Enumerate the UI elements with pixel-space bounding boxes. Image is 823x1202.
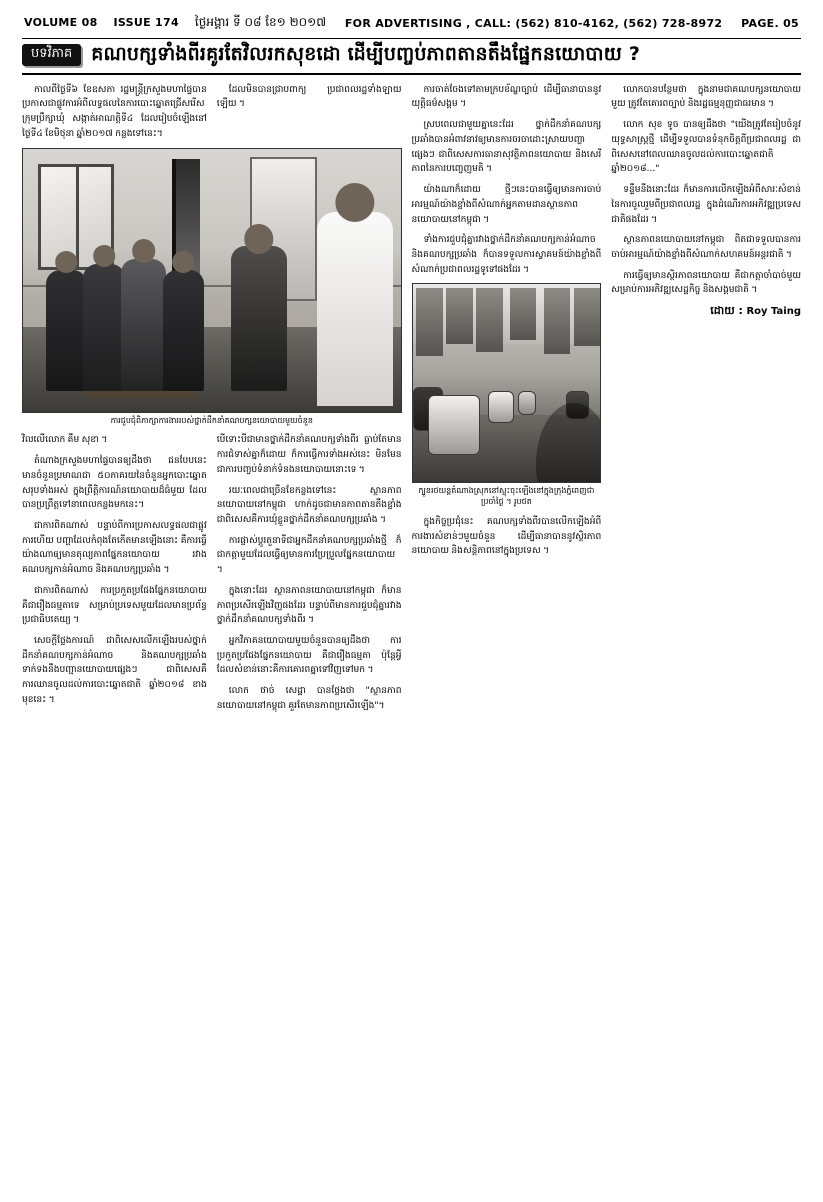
paragraph: យ៉ាងណាក៏ដោយ ថ្មីៗនេះបានធ្វើឲ្យមានការចាប់អារម្មណ៍យ៉ាងខ្លាំងពីសំណាក់អ្នកតាមដានស្ថានភាពនយោបាយនៅកម្ពុជា ។ bbox=[411, 185, 602, 225]
paragraph: ជាការពិតណាស់ បន្ទាប់ពីការប្រកាសលទ្ធផលជាផ្លូវការហើយ បញ្ហាដែលកំពុងតែកើតមានឡើងនោះ គឺការធ្វើយ៉ាងណាឲ្យមានតុល្យភាពផ្នែកនយោបាយ រវាងគណបក្សកាន់អំណាច និងគណបក្សប្រឆាំង ។ bbox=[22, 521, 207, 576]
paragraph: ជាការពិតណាស់ ការប្រកួតប្រជែងផ្នែកនយោបាយគឺជារឿងធម្មតាទេ សម្រាប់ប្រទេសមួយដែលមានប្រព័ន្ធប្រជាធិបតេយ្យ ។ bbox=[22, 585, 207, 626]
person-figure bbox=[163, 270, 205, 391]
paragraph: ទន្ទឹមនឹងនោះដែរ ក៏មានការលើកឡើងអំពីសារៈសំខាន់នៃការចូលរួមពីប្រជាពលរដ្ឋ ក្នុងដំណើរការអភិវឌ្ឍប្រទេសជាតិផងដែរ ។ bbox=[611, 185, 801, 225]
paragraph: លោកបានបន្ថែមថា ក្នុងនាមជាគណបក្សនយោបាយមួយ ត្រូវតែគោរពច្បាប់ និងរដ្ឋធម្មនុញ្ញជាធរមាន ។ bbox=[611, 84, 801, 110]
byline bbox=[611, 304, 801, 320]
column-group-left bbox=[22, 83, 402, 1173]
paragraph: សេចក្ដីថ្លែងការណ៍ ជាពិសេសលើកឡើងរបស់ថ្នាក់ដឹកនាំគណបក្សកាន់អំណាច និងគណបក្សប្រឆាំង ទាក់ទងនឹងបញ្ហានយោបាយផ្សេងៗ ជាពិសេសគឺការឈានចូលដល់ការបោះឆ្នោតជាតិ ឆ្នាំ២០១៨ ខាងមុខនេះ ។ bbox=[22, 636, 207, 705]
person-figure bbox=[46, 270, 88, 391]
building-shape bbox=[544, 288, 570, 353]
paragraph: តំណាងក្រសួងមហាផ្ទៃបានឲ្យដឹងថា ជនបែបនេះ មានចំនួនប្រមាណជា ៥០ភាគរយនៃចំនួនអ្នកបោះឆ្នោតសរុបទាំងអស់ ក្នុងព្រឹត្តិការណ៍នយោបាយដ៏ធំមួយ ដែលបានប្រព្រឹត្តទៅនាពេលកន្លងមកនេះ។ bbox=[22, 456, 207, 511]
paragraph: ក្នុងកិច្ចប្រជុំនេះ គណបក្សទាំងពីរបានលើកឡើងអំពីការងារសំខាន់ៗមួយចំនួន ដើម្បីធានាបាននូវស្ថិរភាពនយោបាយ និងសន្តិភាពនៅក្នុងប្រទេស ។ bbox=[411, 516, 602, 557]
paragraph: ដែលមិនបានជ្រាបពាក្យ ប្រជាពលរដ្ឋទាំងឡាយឡើយ ។ bbox=[216, 84, 402, 110]
paragraph: ការចាត់ចែងទៅតាមក្របខ័ណ្ឌច្បាប់ ដើម្បីធានាបាននូវយុត្តិធម៌សង្គម ។ bbox=[411, 84, 602, 110]
paragraph: ការផ្លាស់ប្ដូរតួនាទីជាអ្នកដឹកនាំគណបក្សប្រឆាំងថ្មី ក៏ជាកត្តាមួយដែលធ្វើឲ្យមានការប្រែប្រួលផ្នែកនយោបាយ ។ bbox=[216, 535, 402, 576]
car-shape bbox=[518, 391, 537, 415]
building-shape bbox=[510, 288, 536, 339]
paragraph: លោក សុខ ទូច បានឲ្យដឹងថា "យើងត្រូវតែរៀបចំនូវយុទ្ធសាស្ត្រថ្មី ដើម្បីទទួលបានទំនុកចិត្តពីប្រជាពលរដ្ឋ ជាពិសេសនៅពេលឈានចូលដល់ការបោះឆ្នោតជាតិ ឆ្នាំ២០១៨..." bbox=[611, 120, 801, 175]
issue-label: ISSUE 174 bbox=[113, 16, 179, 29]
meeting-photo bbox=[22, 148, 402, 413]
column-3 bbox=[412, 83, 602, 1173]
masthead bbox=[22, 14, 801, 38]
paragraph: រយៈពេលជាច្រើនខែកន្លងទៅនេះ ស្ថានភាពនយោបាយនៅកម្ពុជា ហាក់ដូចជាមានភាពតានតឹងខ្លាំង ជាពិសេសគឺការឃុំខ្លួនថ្នាក់ដឹកនាំគណបក្សប្រឆាំង ។ bbox=[216, 485, 402, 526]
car-shape bbox=[488, 391, 514, 423]
paragraph: ការធ្វើឲ្យមានស្ថិរភាពនយោបាយ គឺជាកត្តាចាំបាច់មួយសម្រាប់ការអភិវឌ្ឍសេដ្ឋកិច្ច និងសង្គមជាតិ ។ bbox=[611, 270, 801, 296]
car-shape bbox=[428, 395, 481, 454]
paragraph: បើទោះបីជាមានថ្នាក់ដឹកនាំគណបក្សទាំងពីរ ធ្លាប់តែមានការជំទាស់គ្នាក៏ដោយ ក៏ការធ្វើការទាំងអស់នេះ មិនមែនជាការបញ្ចប់ទំនាក់ទំនងនយោបាយនោះទេ ។ bbox=[216, 435, 402, 475]
building-shape bbox=[416, 288, 442, 355]
traffic-photo-caption: ក្បួនរថយន្តតំណាងស្រុកនៅស្ទុះចុះឡើងនៅក្នុងក្រុងភ្នំពេញជាប្រចាំថ្ងៃ ។ រូបថត bbox=[418, 486, 595, 507]
person-figure bbox=[121, 259, 166, 391]
byline-name: Roy Taing bbox=[746, 306, 801, 318]
paragraph: លោក ថាច់ សេដ្ឋា បានថ្លែងថា "ស្ថានភាពនយោបាយនៅកម្ពុជា គួរតែមានភាពប្រសើរឡើង"។ bbox=[216, 686, 402, 711]
column-1 bbox=[22, 433, 207, 719]
page-title: គណបក្សទាំងពីរគូរតែវិលរកសុខដោ ដើម្បីបញ្ចប់ភាពតានតឹងផ្នែកនយោបាយ ? bbox=[91, 43, 641, 65]
person-figure bbox=[83, 264, 125, 390]
article-columns bbox=[22, 83, 801, 1173]
column-4 bbox=[611, 83, 801, 1173]
volume-label: VOLUME 08 bbox=[24, 16, 98, 29]
section-badge: បទវិភាគ bbox=[22, 44, 81, 66]
masthead-rule bbox=[22, 38, 801, 39]
advertising-line: FOR ADVERTISING , CALL: (562) 810-4162, (562) 728-8972 bbox=[344, 16, 723, 30]
paragraph: ស្របពេលជាមួយគ្នានេះដែរ ថ្នាក់ដឹកនាំគណបក្សប្រឆាំងបានអំពាវនាវឲ្យមានការចរចាដោះស្រាយបញ្ហាផ្សេងៗ ជាពិសេសការធានាសុវត្ថិភាពនយោបាយ និងសេរីភាពនៃការបញ្ចេញមតិ ។ bbox=[411, 120, 602, 175]
paragraph: ស្ថានភាពនយោបាយនៅកម្ពុជា ពិតជាទទួលបានការចាប់អារម្មណ៍យ៉ាងខ្លាំងពីសំណាក់សហគមន៍អន្តរជាតិ ។ bbox=[611, 235, 801, 260]
page-number: PAGE. 05 bbox=[741, 16, 799, 30]
traffic-photo bbox=[412, 283, 602, 483]
building-shape bbox=[446, 288, 472, 343]
meeting-photo-caption: ការជួបជុំពិភាក្សាការងាររបស់ថ្នាក់ដឹកនាំគណបក្សនយោបាយមួយចំនួន bbox=[110, 415, 313, 425]
paragraph: កាលពីថ្ងៃទី៦ ខែឧសភា រដ្ឋមន្ត្រីក្រសួងមហាផ្ទៃបានប្រកាសជាផ្លូវការអំពីលទ្ធផលនៃការបោះឆ្នោតជ្រើសរើសក្រុមប្រឹក្សាឃុំ សង្កាត់អាណត្តិទី៤ ដែលរៀបចំឡើងនៅថ្ងៃទី៤ ខែមិថុនា ឆ្នាំ២០១៧ កន្លងទៅនេះ។ bbox=[22, 84, 207, 139]
paragraph: វិលលើលោក គឹម សុខា ។ bbox=[22, 435, 108, 446]
person-figure bbox=[317, 212, 393, 407]
khmer-date: ថ្ងៃអង្គារ ទី ០៨ ខែ១ ២០១៧ bbox=[194, 15, 327, 29]
paragraph: ទាំងការជួបជុំគ្នារវាងថ្នាក់ដឹកនាំគណបក្សកាន់អំណាច និងគណបក្សប្រឆាំង ក៏បានទទួលការស្វាគមន៍យ៉ាងខ្លាំងពីសំណាក់ប្រជាពលរដ្ឋទូទៅផងដែរ ។ bbox=[411, 235, 602, 275]
byline-label: ដោយ : bbox=[710, 304, 743, 318]
paragraph: អ្នកវិភាគនយោបាយមួយចំនួនបានឲ្យដឹងថា ការប្រកួតប្រជែងផ្នែកនយោបាយ គឺជារឿងធម្មតា ប៉ុន្តែអ្វីដែលសំខាន់នោះគឺការគោរពគ្នាទៅវិញទៅមក ។ bbox=[216, 636, 402, 676]
headline-band bbox=[22, 43, 801, 75]
person-figure bbox=[231, 246, 288, 391]
column-2 bbox=[217, 433, 402, 719]
paragraph: ក្នុងនោះដែរ ស្ថានភាពនយោបាយនៅកម្ពុជា ក៏មានភាពប្រសើរឡើងវិញផងដែរ បន្ទាប់ពីមានការជួបជុំគ្នារវាងថ្នាក់ដឹកនាំគណបក្សទាំងពីរ ។ bbox=[216, 585, 402, 626]
building-shape bbox=[574, 288, 600, 345]
building-shape bbox=[476, 288, 502, 351]
